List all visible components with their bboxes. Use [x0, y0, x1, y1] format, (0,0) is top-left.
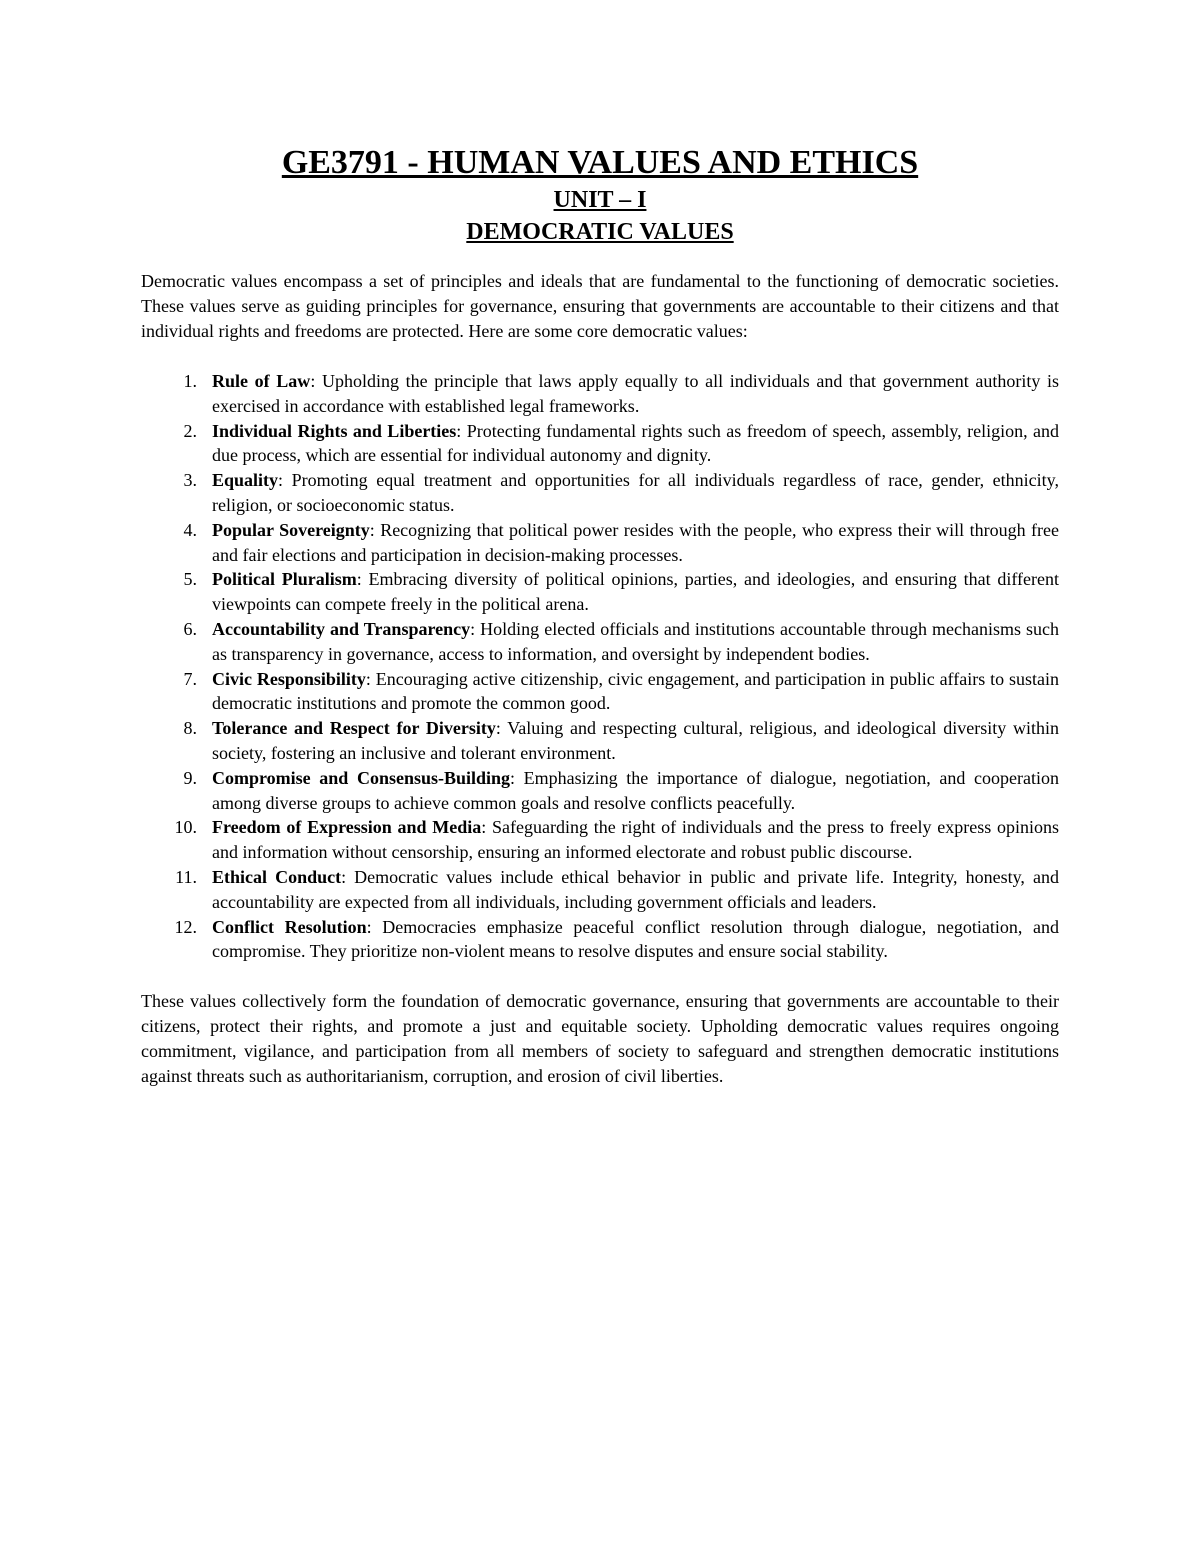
intro-paragraph: Democratic values encompass a set of principles and ideals that are fundamental to the functioning of democratic societies. These values serve as guiding principles for governance, ensuring that governments are accountable to their citizens and that individual rights and freedoms are protected. Here are some core democratic values: — [141, 271, 1059, 341]
list-item-term: Conflict Resolution — [212, 916, 367, 937]
list-item — [141, 419, 1059, 469]
list-item — [141, 567, 1059, 617]
list-item — [141, 915, 1059, 965]
section-heading: DEMOCRATIC VALUES — [466, 219, 734, 245]
list-item — [141, 815, 1059, 865]
list-item-term: Tolerance and Respect for Diversity — [212, 718, 496, 739]
list-item-description: : Holding elected officials and institutions accountable through mechanisms such as transparency in governance, access to information, and oversight by independent bodies. — [212, 618, 1059, 664]
list-item-number: 11. — [175, 866, 197, 887]
list-item — [141, 468, 1059, 518]
list-item-description: : Embracing diversity of political opinions, parties, and ideologies, and ensuring that different viewpoints can compete freely in the political arena. — [212, 569, 1059, 615]
list-item-term: Compromise and Consensus-Building — [212, 767, 511, 788]
list-item-number: 5. — [183, 569, 197, 590]
list-item-number: 1. — [183, 371, 197, 391]
document-title: GE3791 - HUMAN VALUES AND ETHICS — [281, 144, 919, 181]
list-item-description: : Emphasizing the importance of dialogue, negotiation, and cooperation among diverse groups to achieve common goals and resolve conflicts peacefully. — [212, 767, 1059, 813]
list-item — [141, 518, 1059, 568]
list-item-term: Accountability and Transparency — [212, 618, 471, 639]
list-item-term: Ethical Conduct — [212, 866, 342, 887]
list-item — [141, 667, 1059, 717]
list-item — [141, 369, 1059, 419]
closing-paragraph: These values collectively form the foundation of democratic governance, ensuring that governments are accountable to their citizens, protect their rights, and promote a just and equitable society. Upholding democratic values requires ongoing commitment, vigilance, and participation from all members of society to safeguard and strengthen democratic institutions against threats such as authoritarianism, corruption, and erosion of civil liberties. — [141, 991, 1059, 1087]
list-item-number: 9. — [183, 767, 197, 788]
list-item-term: Civic Responsibility — [212, 668, 366, 689]
list-item-description: : Valuing and respecting cultural, religious, and ideological diversity within society, fostering an inclusive and tolerant environment. — [212, 718, 1059, 763]
list-item-description: : Recognizing that political power resides with the people, who express their will through free and fair elections and participation in decision-making processes. — [212, 519, 1059, 565]
list-item-description: : Safeguarding the right of individuals and the press to freely express opinions and information without censorship, ensuring an informed electorate and robust public discourse. — [212, 817, 1059, 863]
list-item — [141, 766, 1059, 816]
list-item-term: Freedom of Expression and Media — [212, 817, 482, 838]
list-item-description: : Protecting fundamental rights such as freedom of speech, assembly, religion, and due process, which are essential for individual autonomy and dignity. — [212, 420, 1059, 466]
list-item-description: : Upholding the principle that laws apply equally to all individuals and that government authority is exercised in accordance with established legal frameworks. — [212, 371, 1059, 416]
list-item-description: : Encouraging active citizenship, civic engagement, and participation in public affairs to sustain democratic institutions and promote the common good. — [212, 668, 1059, 714]
democratic-values-list — [141, 369, 1059, 964]
list-item-number: 10. — [174, 817, 197, 838]
list-item-number: 6. — [183, 618, 197, 639]
list-item-number: 4. — [183, 519, 197, 540]
list-item-description: : Promoting equal treatment and opportunities for all individuals regardless of race, gender, ethnicity, religion, or socioeconomic status. — [212, 470, 1059, 515]
list-item-term: Rule of Law — [212, 371, 311, 391]
list-item-term: Equality — [212, 470, 279, 491]
list-item-number: 7. — [183, 668, 197, 689]
list-item — [141, 865, 1059, 915]
list-item-description: : Democracies emphasize peaceful conflict resolution through dialogue, negotiation, and compromise. They prioritize non-violent means to resolve disputes and ensure social stability. — [212, 916, 1059, 962]
unit-heading: UNIT – I — [553, 187, 647, 213]
list-item — [141, 716, 1059, 766]
list-item-term: Individual Rights and Liberties — [212, 420, 457, 441]
list-item-term: Political Pluralism — [212, 569, 357, 590]
list-item-number: 2. — [183, 420, 197, 441]
list-item-description: : Democratic values include ethical behavior in public and private life. Integrity, honesty, and accountability are expected from all individuals, including government officials and leaders. — [212, 866, 1059, 912]
list-item — [141, 617, 1059, 667]
list-item-number: 12. — [174, 916, 197, 937]
list-item-term: Popular Sovereignty — [212, 519, 370, 540]
list-item-number: 8. — [183, 718, 197, 739]
list-item-number: 3. — [183, 470, 197, 491]
